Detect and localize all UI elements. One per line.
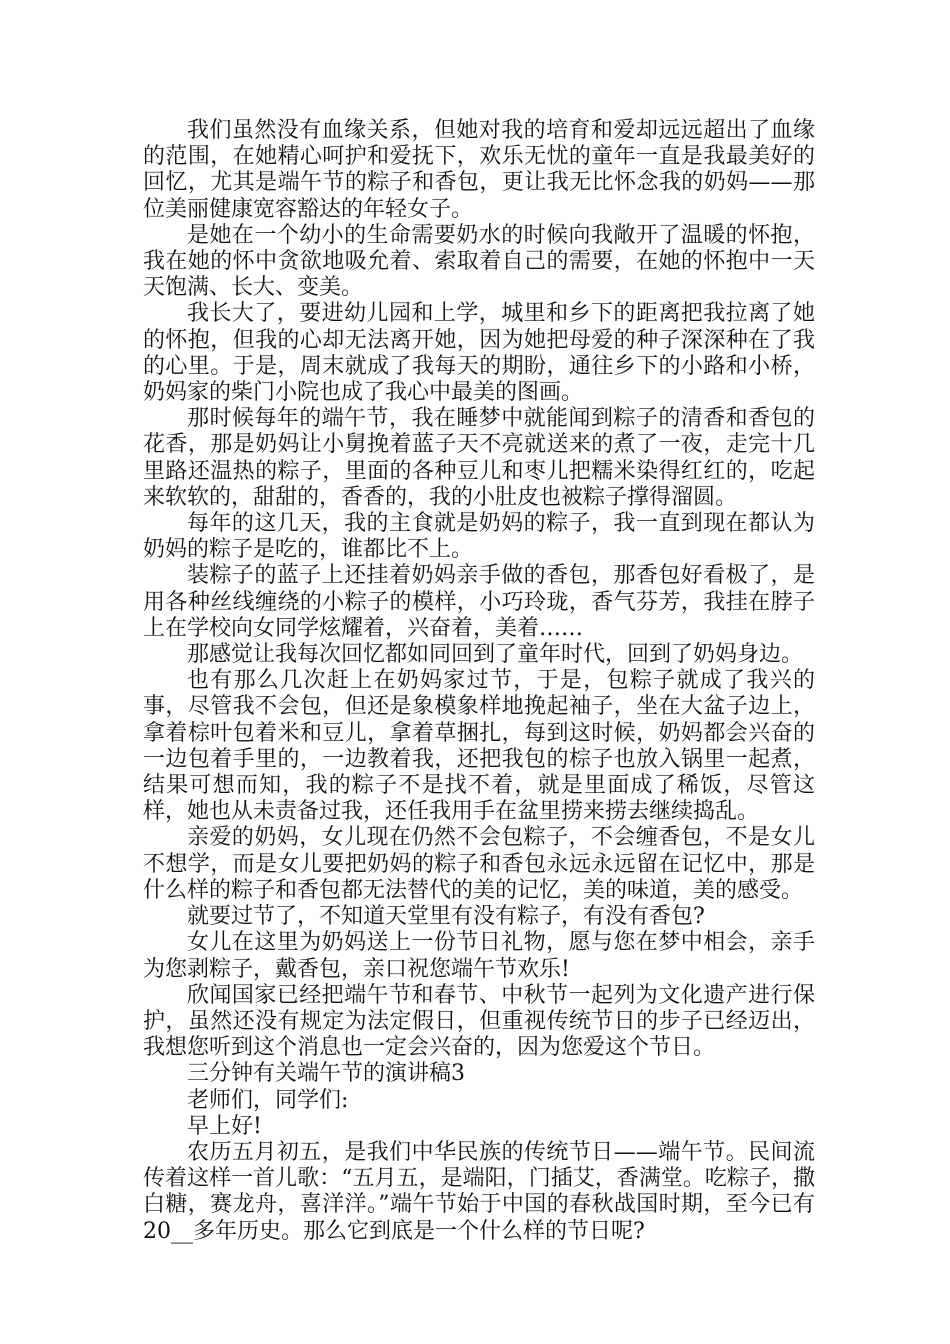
document-body [143,118,815,1245]
paragraph-2: 是她在一个幼小的生命需要奶水的时候向我敞开了温暖的怀抱，我在她的怀中贪欲地吸允着、索取着自己的需要，在她的怀抱中一天天饱满、长大、变美。 [143,222,815,301]
paragraph-6: 装粽子的蓝子上还挂着奶妈亲手做的香包，那香包好看极了，是用各种丝线缠绕的小粽子的模样，小巧玲珑，香气芬芳，我挂在脖子上在学校向女同学炫耀着，兴奋着，美着…… [143,563,815,641]
section-heading: 三分钟有关端午节的演讲稿3 [187,1061,465,1087]
salutation: 老师们，同学们: [187,1087,349,1113]
paragraph-12: 欣闻国家已经把端午节和春节、中秋节一起列为文化遗产进行保护，虽然还没有规定为法定假日，但重视传统节日的步子已经迈出，我想您听到这个消息也一定会兴奋的，因为您爱这个节日。 [143,982,815,1061]
greeting: 早上好! [187,1113,262,1139]
paragraph-5: 每年的这几天，我的主食就是奶妈的粽子，我一直到现在都认为奶妈的粽子是吃的，谁都比不上。 [143,511,815,563]
paragraph-10: 就要过节了，不知道天堂里有没有粽子，有没有香包? [187,904,705,930]
paragraph-7: 那感觉让我每次回忆都如同回到了童年时代，回到了奶妈身边。 [187,642,804,668]
paragraph-9: 亲爱的奶妈，女儿现在仍然不会包粽子，不会缠香包，不是女儿不想学，而是女儿要把奶妈的粽子和香包永远永远留在记忆中，那是什么样的粽子和香包都无法替代的美的记忆，美的味道，美的感受。 [143,825,815,903]
paragraph-8: 也有那么几次赶上在奶妈家过节，于是，包粽子就成了我兴的事，尽管我不会包，但还是象模象样地挽起袖子，坐在大盆子边上，拿着棕叶包着米和豆儿，拿着草捆扎，每到这时候，奶妈都会兴奋的一边包着手里的，一边教着我，还把我包的棕子也放入锅里一起煮，结果可想而知，我的粽子不是找不着，就是里面成了稀饭，尽管这样，她也从未责备过我，还任我用手在盆里捞来捞去继续捣乱。 [143,668,815,825]
paragraph-4: 那时候每年的端午节，我在睡梦中就能闻到粽子的清香和香包的花香，那是奶妈让小舅挽着蓝子天不亮就送来的煮了一夜，走完十几里路还温热的粽子，里面的各种豆儿和枣儿把糯米染得红红的，吃起来软软的，甜甜的，香香的，我的小肚皮也被粽子撑得溜圆。 [143,406,815,510]
paragraph-11: 女儿在这里为奶妈送上一份节日礼物，愿与您在梦中相会，亲手为您剥粽子，戴香包，亲口祝您端午节欢乐! [143,930,815,982]
paragraph-1: 我们虽然没有血缘关系，但她对我的培育和爱却远远超出了血缘的范围，在她精心呵护和爱抚下，欢乐无忧的童年一直是我最美好的回忆，尤其是端午节的粽子和香包，更让我无比怀念我的奶妈——那位美丽健康宽容豁达的年轻女子。 [143,118,815,222]
paragraph-16: 农历五月初五，是我们中华民族的传统节日——端午节。民间流传着这样一首儿歌：“五月五，是端阳，门插艾，香满堂。吃粽子，撒白糖，赛龙舟，喜洋洋。”端午节始于中国的春秋战国时期，至今已有20__多年历史。那么它到底是一个什么样的节日呢? [143,1139,815,1244]
paragraph-3: 我长大了，要进幼儿园和上学，城里和乡下的距离把我拉离了她的怀抱，但我的心却无法离开她，因为她把母爱的种子深深种在了我的心里。于是，周末就成了我每天的期盼，通往乡下的小路和小桥，奶妈家的柴门小院也成了我心中最美的图画。 [143,301,815,406]
